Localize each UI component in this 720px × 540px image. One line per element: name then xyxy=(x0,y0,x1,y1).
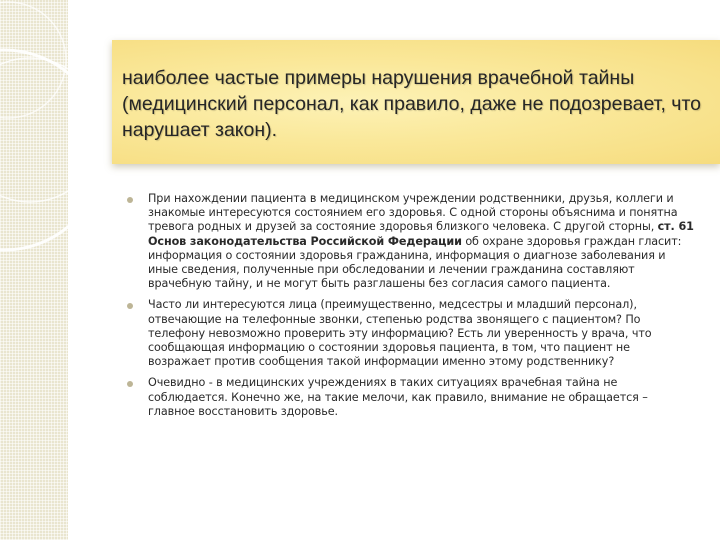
bullet-text-3: Очевидно - в медицинских учреждениях в таких ситуациях врачебная тайна не соблюдается. Конечно же, на такие мелочи, как правило, внимание не обращается – главное восстановить здоровье. xyxy=(148,376,648,418)
bullet-list xyxy=(124,192,696,426)
bullet-item-1 xyxy=(124,192,696,291)
bullet-item-3 xyxy=(124,376,696,419)
bullet-dot xyxy=(127,381,133,387)
bullet-text-1: При нахождении пациента в медицинском учреждении родственники, друзья, коллеги и знакомые интересуются состоянием его здоровья. С одной стороны объяснима и понятна тревога родных и друзей за состояние здоровья близкого человека. С другой сторны, ст. 61 Основ законодательства Российской Федерации об охране здоровья граждан гласит: информация о состоянии здоровья гражданина, информация о диагнозе заболевания и иные сведения, полученные при обследовании и лечении гражданина составляют врачебную тайну, и не могут быть разглашены без согласия самого пациента. xyxy=(148,192,694,291)
bullet-dot xyxy=(127,197,133,203)
law-reference: ст. 61 Основ законодательства Российской Федерации xyxy=(148,220,694,248)
bullet-dot xyxy=(127,303,133,309)
bullet-item-2 xyxy=(124,298,696,369)
slide-title: наиболее частые примеры нарушения врачебной тайны (медицинский персонал, как правило, даже не подозревает, что нарушает закон). xyxy=(122,67,702,141)
title-box xyxy=(112,40,720,164)
bullet-text-2: Часто ли интересуются лица (преимущественно, медсестры и младший персонал), отвечающие на телефонные звонки, степенью родства звонящего с пациентом? По телефону невозможно проверить эту информацию? Есть ли уверенность у врача, что сообщающая информацию о состоянии здоровья пациента, в том, что пациент не возражает против сообщения такой информации именно этому родственнику? xyxy=(148,298,652,369)
